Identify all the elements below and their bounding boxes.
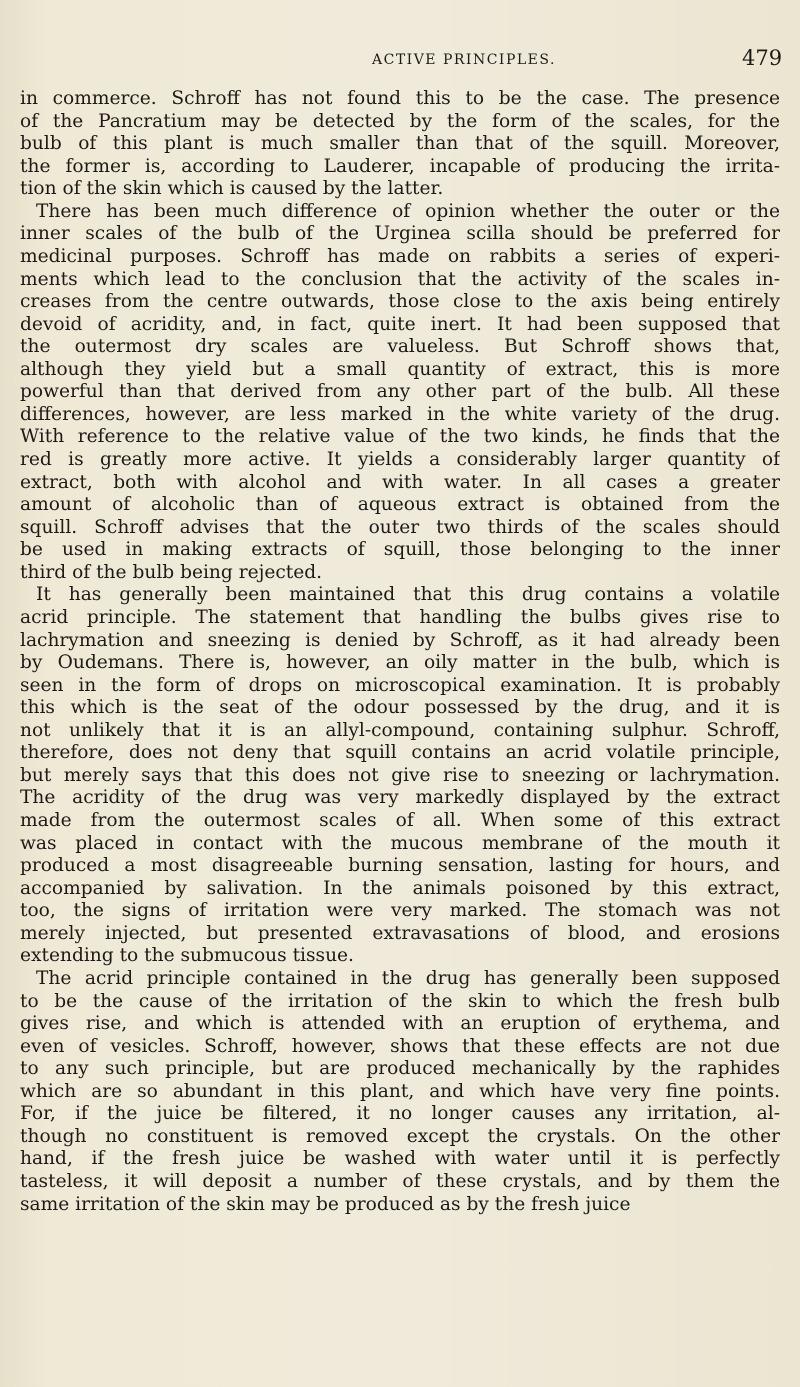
text-line: therefore, does not deny that squill contains an acrid volatile principle,: [20, 742, 780, 764]
text-line: tasteless, it will deposit a number of these crystals, and by them the: [20, 1171, 780, 1192]
text-line: same irritation of the skin may be produced as by the fresh juice: [20, 1193, 631, 1215]
text-line: gives rise, and which is attended with an eruption of erythema, and: [20, 1013, 780, 1035]
text-line: but merely says that this does not give rise to sneezing or lachrymation.: [20, 764, 780, 786]
text-line: powerful than that derived from any other part of the bulb. All these: [20, 381, 780, 403]
text-line: accompanied by salivation. In the animals poisoned by this extract,: [20, 877, 780, 899]
text-line: this which is the seat of the odour possessed by the drug, and it is: [20, 697, 780, 719]
text-line: medicinal purposes. Schroff has made on rabbits a series of experi-: [20, 245, 780, 267]
text-line: produced a most disagreeable burning sensation, lasting for hours, and: [20, 855, 780, 877]
text-line: not unlikely that it is an allyl-compound, containing sulphur. Schroff,: [20, 719, 780, 741]
text-line: extending to the submucous tissue.: [20, 945, 354, 967]
text-line: devoid of acridity, and, in fact, quite inert. It had been supposed that: [20, 313, 780, 335]
body-text: [20, 88, 780, 1216]
text-line: inner scales of the bulb of the Urginea scilla should be preferred for: [20, 223, 780, 245]
text-line: which are so abundant in this plant, and which have very fine points.: [20, 1080, 780, 1102]
text-line: It has generally been maintained that this drug contains a volatile: [36, 584, 780, 606]
text-line: red is greatly more active. It yields a considerably larger quantity of: [20, 449, 780, 470]
text-line: of the Pancratium may be detected by the form of the scales, for the: [20, 110, 780, 132]
page-number: 479: [742, 46, 783, 70]
text-line: third of the bulb being rejected.: [20, 561, 323, 583]
text-line: tion of the skin which is caused by the latter.: [20, 178, 444, 200]
text-line: hand, if the fresh juice be washed with water until it is perfectly: [20, 1148, 780, 1170]
text-line: was placed in contact with the mucous membrane of the mouth it: [20, 832, 780, 854]
text-line: lachrymation and sneezing is denied by Schroff, as it had already been: [20, 629, 780, 651]
text-line: the former is, according to Lauderer, incapable of producing the irrita-: [20, 155, 780, 177]
text-line: extract, both with alcohol and with water. In all cases a greater: [20, 471, 780, 493]
text-line: creases from the centre outwards, those close to the axis being entirely: [20, 291, 780, 313]
text-line: to be the cause of the irritation of the skin to which the fresh bulb: [20, 990, 780, 1012]
text-line: although they yield but a small quantity of extract, this is more: [20, 358, 780, 380]
text-line: to any such principle, but are produced mechanically by the raphides: [20, 1058, 780, 1080]
text-line: bulb of this plant is much smaller than that of the squill. Moreover,: [20, 133, 780, 155]
running-head: [0, 46, 800, 76]
text-line: too, the signs of irritation were very marked. The stomach was not: [20, 900, 780, 922]
text-line: by Oudemans. There is, however, an oily matter in the bulb, which is: [20, 652, 780, 674]
text-line: ments which lead to the conclusion that the activity of the scales in-: [20, 268, 780, 290]
text-line: The acridity of the drug was very markedly displayed by the extract: [20, 787, 780, 809]
text-line: The acrid principle contained in the drug has generally been supposed: [36, 967, 780, 989]
text-line: There has been much difference of opinion whether the outer or the: [36, 200, 780, 222]
text-line: differences, however, are less marked in the white variety of the drug.: [20, 403, 780, 425]
text-line: acrid principle. The statement that handling the bulbs gives rise to: [20, 606, 780, 628]
text-line: made from the outermost scales of all. When some of this extract: [20, 810, 780, 831]
text-line: squill. Schroff advises that the outer two thirds of the scales should: [20, 516, 780, 538]
text-line: be used in making extracts of squill, those belonging to the inner: [20, 539, 780, 561]
text-line: For, if the juice be filtered, it no longer causes any irritation, al-: [20, 1103, 780, 1125]
text-line: merely injected, but presented extravasations of blood, and erosions: [20, 922, 780, 944]
text-line: in commerce. Schroff has not found this to be the case. The presence: [20, 88, 780, 109]
text-line: amount of alcoholic than of aqueous extract is obtained from the: [20, 494, 780, 516]
text-line: seen in the form of drops on microscopical examination. It is probably: [20, 674, 780, 696]
text-line: though no constituent is removed except the crystals. On the other: [20, 1125, 780, 1147]
text-line: With reference to the relative value of the two kinds, he finds that the: [20, 426, 780, 448]
running-head-title: ACTIVE PRINCIPLES.: [372, 52, 556, 68]
text-line: the outermost dry scales are valueless. But Schroff shows that,: [20, 336, 780, 358]
text-line: even of vesicles. Schroff, however, shows that these effects are not due: [20, 1035, 780, 1057]
